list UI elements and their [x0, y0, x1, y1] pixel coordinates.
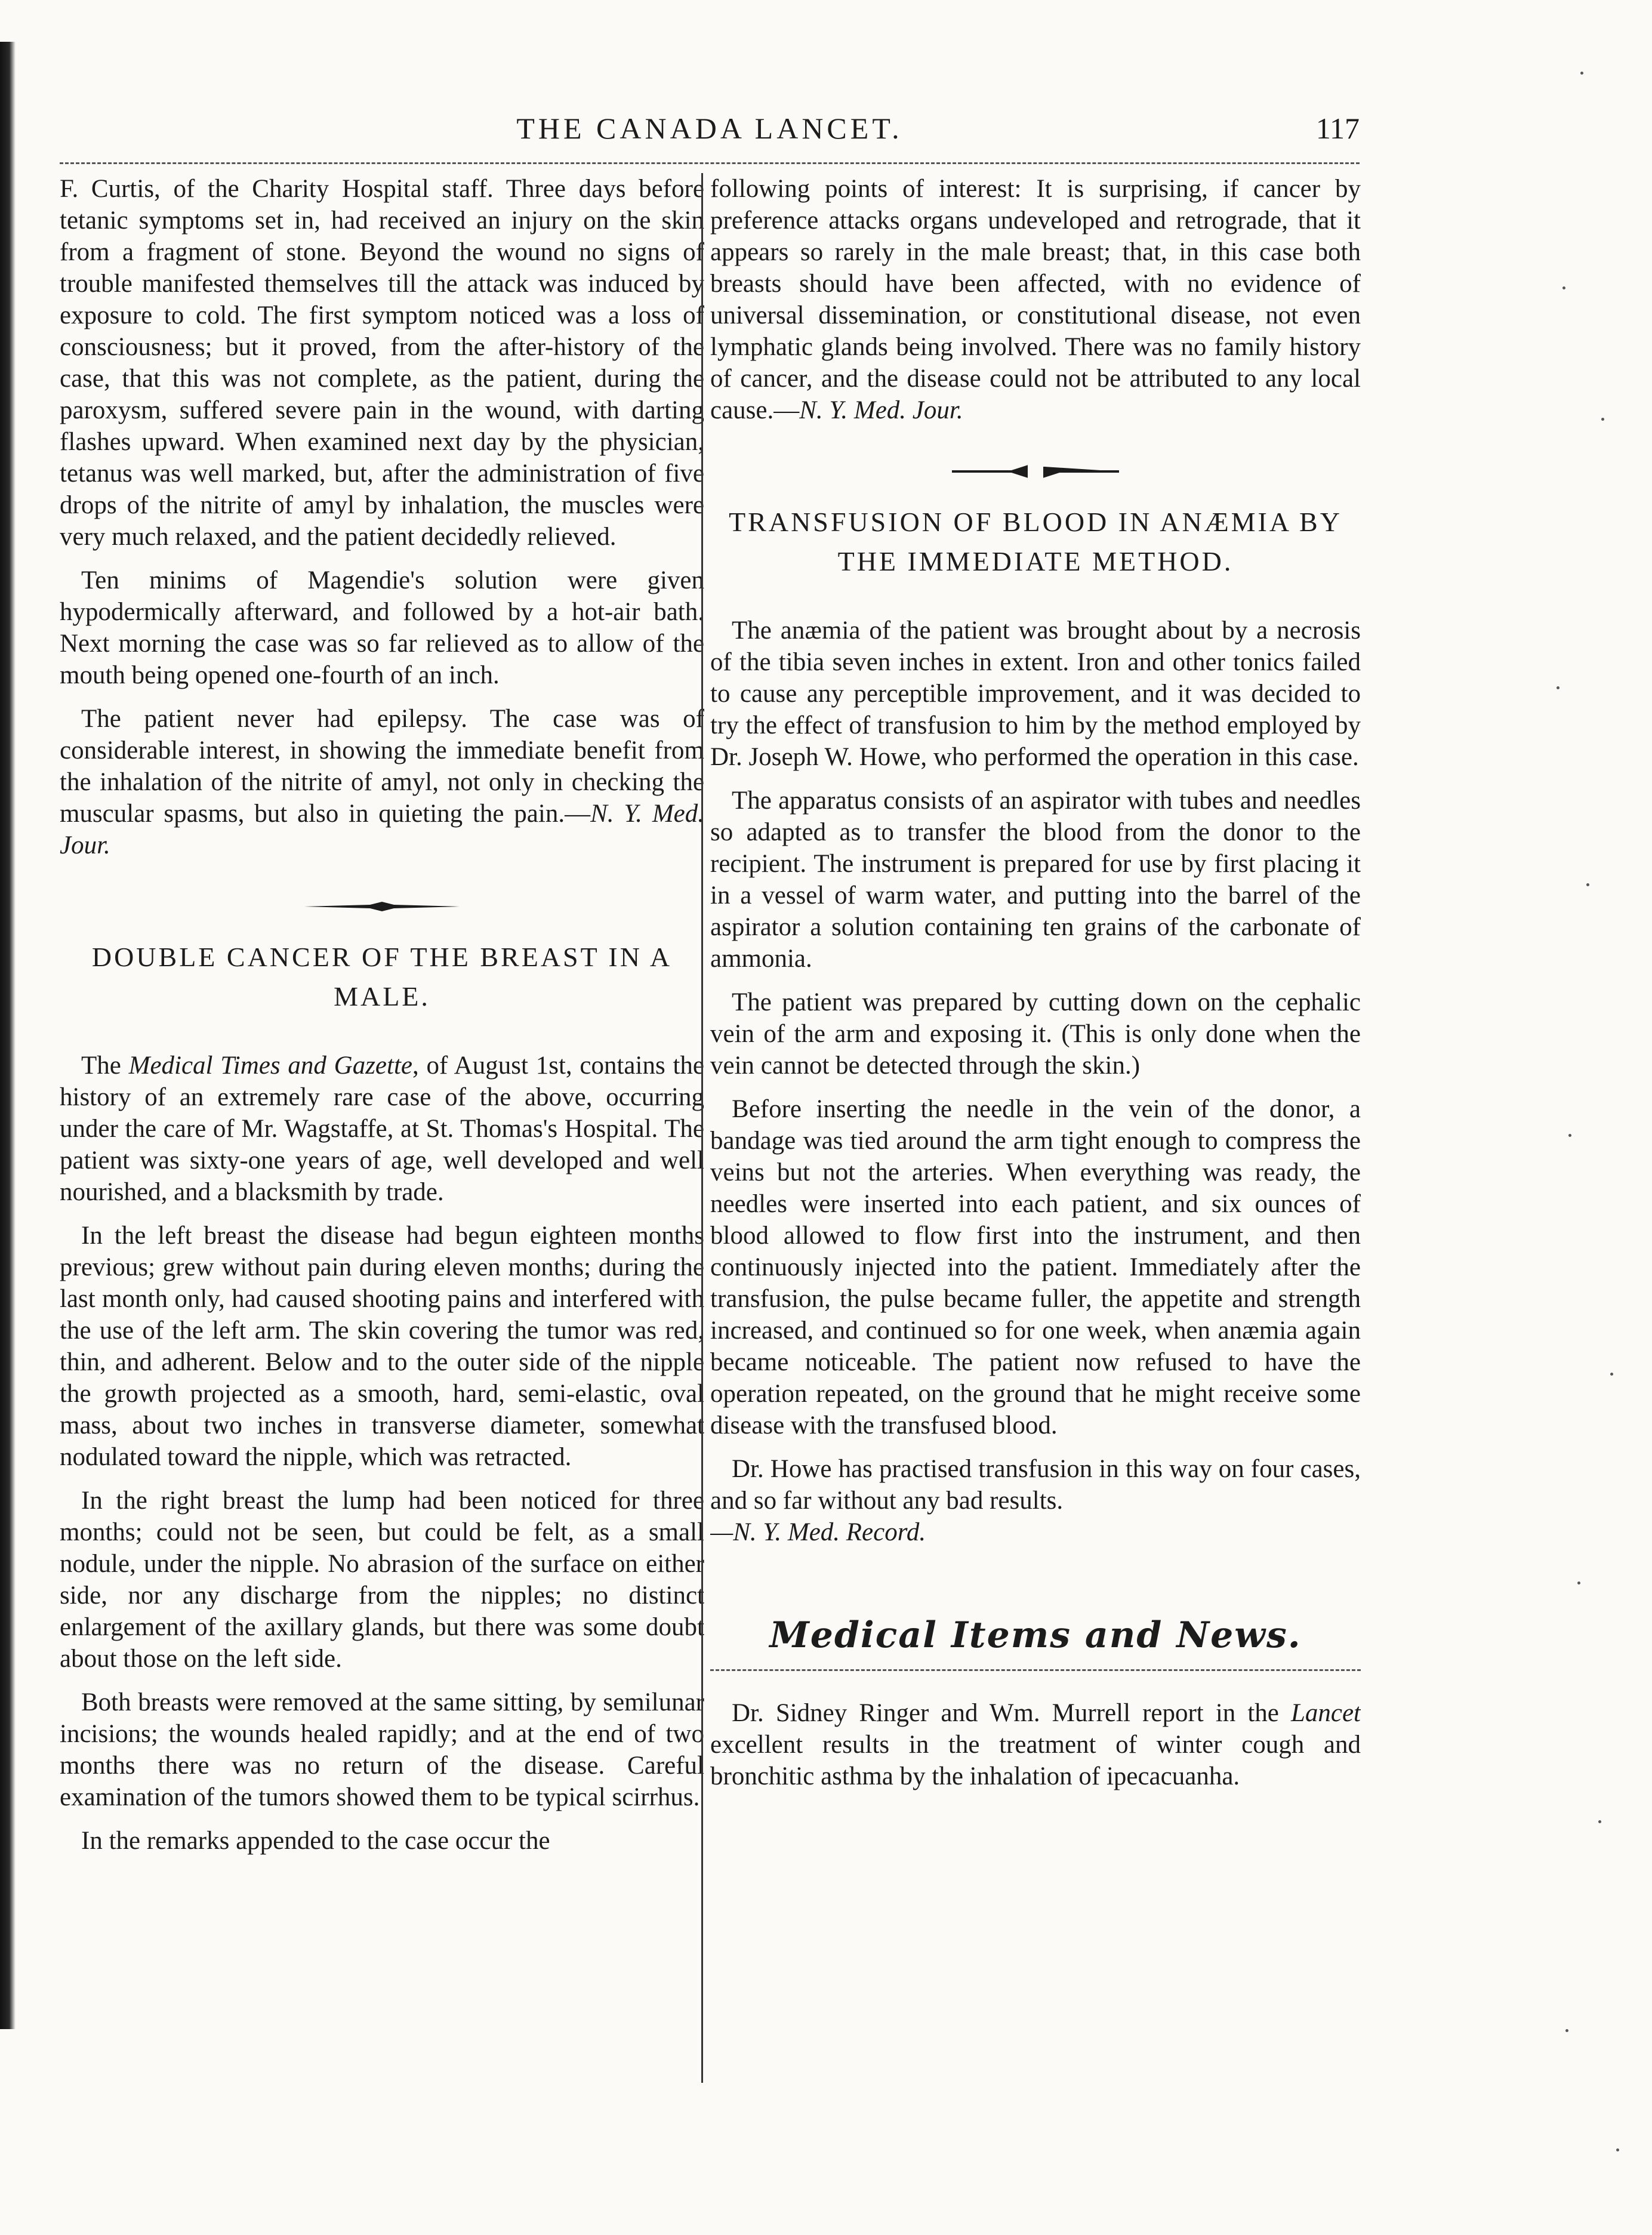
speck	[1577, 1582, 1580, 1584]
section-title: TRANSFUSION OF BLOOD IN ANÆMIA BY THE IMMEDIATE METHOD.	[729, 507, 1342, 577]
speck	[1580, 72, 1583, 75]
page-number: 117	[1315, 112, 1360, 145]
paragraph-text: following points of interest: It is surprising, if cancer by preference attacks organs undeveloped and retrograde, that it appears so rarely in the male breast; that, in this case both breasts should have been affected, with no evidence of universal dissemination, or constitutional disease, not even lymphatic glands being involved. There was no family history of cancer, and the disease could not be attributed to any local cause.—	[710, 175, 1361, 424]
paragraph: The anæmia of the patient was brought about by a necrosis of the tibia seven inches in extent. Iron and other tonics failed to cause any perceptible improvement, and it was decided to try the effect of transfusion to him by the method employed by Dr. Joseph W. Howe, who performed the operation in this case.	[710, 616, 1361, 771]
page-binding-edge	[0, 42, 16, 2029]
paragraph: Before inserting the needle in the vein of the donor, a bandage was tied around the arm tight enough to compress the veins but not the arteries. When everything was ready, the needles were inserted into each patient, and six ounces of blood allowed to flow first into the instrument, and then continuously injected into the patient. Immediately after the transfusion, the pulse became fuller, the appetite and strength increased, and continued so for one week, when anæmia again became noticeable. The patient now refused to have the operation repeated, on the ground that he might receive some disease with the transfused blood.	[710, 1095, 1361, 1439]
paragraph	[710, 1697, 1361, 1792]
running-head	[60, 107, 1360, 149]
paragraph	[60, 1050, 704, 1208]
paragraph: In the remarks appended to the case occur the	[81, 1827, 550, 1855]
speck	[1568, 1134, 1571, 1137]
right-column	[710, 173, 1361, 2071]
paragraph	[60, 703, 704, 861]
speck	[1598, 1820, 1601, 1823]
paragraph	[710, 173, 1361, 426]
speck	[1586, 883, 1589, 886]
source-citation: —N. Y. Med. Record.	[710, 1518, 926, 1546]
ornament-arrows-icon	[946, 464, 1125, 479]
paragraph-text: excellent results in the treatment of winter cough and bronchitic asthma by the inhalation of ipecacuanha.	[710, 1731, 1361, 1790]
paragraph-text: The patient never had epilepsy. The case was of considerable interest, in showing the immediate benefit from the inhalation of the nitrite of amyl, not only in checking the muscular spasms, but also in quieting the pain.—	[60, 705, 704, 828]
speck	[1601, 418, 1604, 421]
source-citation: N. Y. Med. Jour.	[799, 396, 963, 424]
header-rule	[60, 162, 1360, 164]
column-divider	[701, 173, 703, 2083]
paragraph: F. Curtis, of the Charity Hospital staff. Three days before tetanic symptoms set in, had received an injury on the skin from a fragment of stone. Beyond the wound no signs of trouble manifested themselves till the attack was induced by exposure to cold. The first symptom noticed was a loss of consciousness; but it proved, from the after-history of the case, that this was not complete, as the patient, during the paroxysm, suffered severe pain in the wound, with darting flashes upward. When examined next day by the physician, tetanus was well marked, but, after the administration of five drops of the nitrite of amyl by inhalation, the muscles were very much relaxed, and the patient decidedly relieved.	[60, 175, 704, 551]
paragraph: In the right breast the lump had been noticed for three months; could not be seen, but could be felt, as a small nodule, under the nipple. No abrasion of the surface on either side, nor any discharge from the nipples; no distinct enlargement of the axillary glands, but there was some doubt about those on the left side.	[60, 1487, 704, 1673]
paragraph: In the left breast the disease had begun eighteen months previous; grew without pain during eleven months; during the last month only, had caused shooting pains and interfered with the use of the left arm. The skin covering the tumor was red, thin, and adherent. Below and to the outer side of the nipple the growth projected as a smooth, hard, semi-elastic, oval mass, about two inches in transverse diameter, somewhat nodulated toward the nipple, which was retracted.	[60, 1222, 704, 1471]
paragraph-text: , of August 1st, contains the history of an extremely rare case of the above, occurring under the care of Mr. Wagstaffe, at St. Thomas's Hospital. The patient was sixty-one years of age, well developed and well nourished, and a blacksmith by trade.	[60, 1052, 704, 1206]
source-citation: N. Y. Med. Jour.	[60, 800, 704, 859]
scan-specks	[1545, 0, 1652, 2235]
paragraph: Ten minims of Magendie's solution were given hypodermically afterward, and followed by a hot-air bath. Next morning the case was so far relieved as to allow of the mouth being opened one-fourth of an inch.	[60, 566, 704, 689]
journal-name: Medical Times and Gazette	[128, 1052, 412, 1080]
speck	[1565, 2029, 1568, 2032]
journal-title: THE CANADA LANCET.	[516, 112, 903, 145]
paragraph-text: Dr. Sidney Ringer and Wm. Murrell report in the	[732, 1699, 1291, 1727]
paragraph-text: Dr. Howe has practised transfusion in this way on four cases, and so far without any bad results.	[710, 1455, 1361, 1515]
section-title: DOUBLE CANCER OF THE BREAST IN A MALE.	[91, 942, 673, 1012]
paragraph: Both breasts were removed at the same sitting, by semilunar incisions; the wounds healed rapidly; and at the end of two months there was no return of the disease. Careful examination of the tumors showed them to be typical scirrhus.	[60, 1688, 704, 1811]
paragraph-text: The	[81, 1052, 129, 1080]
left-column	[60, 173, 704, 2071]
paragraph	[710, 1453, 1361, 1548]
paragraph: The patient was prepared by cutting down on the cephalic vein of the arm and exposing it. (This is only done when the vein cannot be detected through the skin.)	[710, 988, 1361, 1080]
news-rule	[710, 1669, 1361, 1671]
section-ornament	[60, 890, 704, 904]
journal-name: Lancet	[1290, 1699, 1361, 1727]
speck	[1562, 286, 1565, 289]
section-ornament	[710, 455, 1361, 469]
speck	[1616, 2148, 1619, 2151]
news-heading: Medical Items and News.	[769, 1614, 1302, 1656]
paragraph: The apparatus consists of an aspirator with tubes and needles so adapted as to transfer the blood from the donor to the recipient. The instrument is prepared for use by first placing it in a vessel of warm water, and putting into the barrel of the aspirator a solution containing ten grains of the carbonate of ammonia.	[710, 787, 1361, 973]
speck	[1610, 1373, 1613, 1376]
ornament-rule-icon	[304, 899, 460, 914]
speck	[1557, 686, 1559, 689]
